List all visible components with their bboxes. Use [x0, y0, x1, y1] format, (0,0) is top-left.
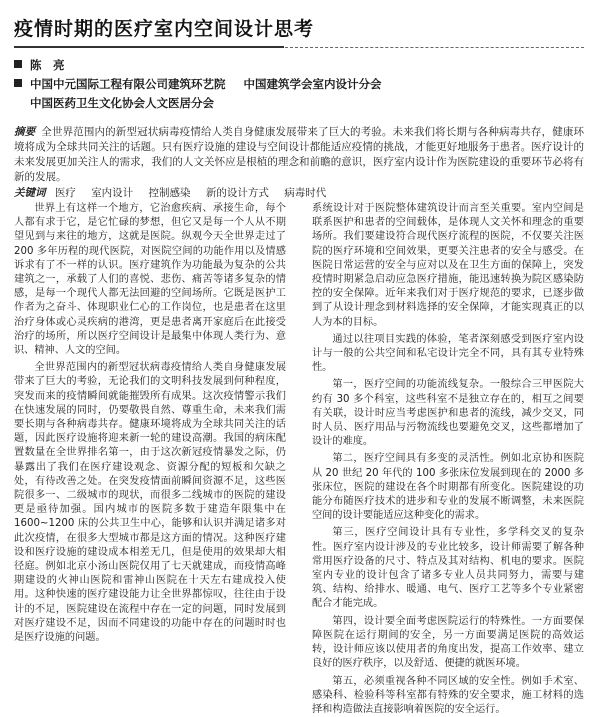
keyword: 新的设计方式: [206, 187, 269, 199]
author-row: [14, 56, 382, 75]
keywords: [14, 186, 584, 201]
body-column-left: [14, 202, 286, 677]
author-block: [14, 56, 382, 113]
title-divider-solid: [14, 46, 284, 48]
affiliation-1: 中国中元国际工程有限公司建筑环艺院: [30, 77, 226, 91]
paper-title: 疫情时期的医疗室内空间设计思考: [14, 14, 314, 41]
body-paragraph: 第二，医疗空间具有多变的灵活性。例如北京协和医院从 20 世纪 20 年代的 100 多张床位发展到现在的 2000 多张床位，医院的建设在各个时期都有所变化。医院建设的功能分布随医疗技术的进步和专业的发展不断调整，未来医院空间的设计要能适应这种变化的需求。: [312, 452, 584, 523]
author-name: 陈 亮: [30, 58, 65, 72]
body-paragraph: 系统设计对于医院整体建筑设计而言至关重要。室内空间是联系医护和患者的空间载体，是体现人文关怀和理念的重要场所。我们要建设符合现代医疗流程的医院，不仅要关注医院的医疗环境和空间效果，更要关注患者的安全与感受。在医院日常运营的安全与应对以及在卫生方面的保障上，突发疫情时期紧急启动应急医疗措施，能迅速转换为院区感染防控的安全保障。近年来我们对于医疗规范的要求，已逐步做到了从设计理念到材料选择的安全保障，才能实现真正的以人为本的目标。: [312, 202, 584, 330]
affiliation-row-2: [14, 94, 382, 113]
keywords-label: 关键词: [14, 187, 46, 199]
body-paragraph: 第三，医疗空间设计具有专业性，多学科交叉的复杂性。医疗室内设计涉及的专业比较多，设计师需要了解各种常用医疗设备的尺寸、特点及其对结构、机电的要求。医院室内专业的设计包含了诸多专业人员共同努力，需要与建筑、结构、给排水、暖通、电气、医疗工艺等多个专业紧密配合才能完成。: [312, 526, 584, 611]
keyword: 室内设计: [91, 187, 133, 199]
affiliation-row: [14, 75, 382, 94]
body-paragraph: 第四，设计要全面考虑医院运行的特殊性。一方面要保障医院在运行期间的安全，另一方面要满足医院的高效运转，设计师应该以使用者的角度出发，提高工作效率、建立良好的医疗秩序，以及舒适、便捷的就医环境。: [312, 615, 584, 672]
keyword: 控制感染: [149, 187, 191, 199]
affiliation-3: 中国医药卫生文化协会人文医居分会: [30, 96, 214, 110]
body-paragraph: 全世界范围内的新型冠状病毒疫情给人类自身健康发展带来了巨大的考验，无论我们的文明科技发展到何种程度，突发而来的疫情瞬间就能摧毁所有成果。这次疫情警示我们在快速发展的同时，仍要敬畏自然、尊重生命，未来我们需要长期与各种病毒共存。健康环境将成为全球共同关注的话题，因此医疗设施将迎来新一轮的建设高潮。我国的病床配置数量在全世界排名第一，由于这次新冠疫情暴发之际，仍暴露出了我们在医疗建设观念、资源分配的短板和欠缺之处，有待改善之处。在突发疫情面前瞬间资源不足，这些医院很多一、二级城市的现状，而很多二线城市的医院的建设更是亟待加强。国内城市的医院多数于建造年限集中在 1600~1200 床的公共卫生中心，能够和认识并满足诸多对此次疫情，在很多大型城市都是这方面的情况。这种医疗建设和医疗设施的建设成本相差无几，但是使用的效果却大相径庭。例如北京小汤山医院仅用了七天就建成，而疫情高峰期建设的火神山医院和雷神山医院在十天左右建成投入使用。这种快速的医疗建设能力让全世界都惊叹，往往由于设计的不足，医院建设在流程中存在一定的问题，同时发展到对医疗建设不足，因而不同建设的功能中存在的问题时时也是医疗设施的问题。: [14, 361, 286, 645]
abstract-block: [14, 125, 584, 201]
body-paragraph: 第五，必须重视各种不同区域的安全性。例如手术室、感染科、检验科等科室都有特殊的安全要求，施工材料的选择和构造做法直接影响着医院的安全运行。: [312, 675, 584, 717]
body-paragraph: 世界上有这样一个地方，它治愈疾病、承接生命，每个人都有求于它，是它忙碌的梦想，但它又是每一个人从不期望见到与来往的地方，这就是医院。纵观今天全世界走过了 200 多年历程的现代医院，对医院空间的功能作用以及情感诉求有了不一样的认识。医疗建筑作为功能最为复杂的公共建筑之一，承载了人们的喜悦、悲伤、痛苦等诸多复杂的情感，是每一个现代人都无法回避的空间场所。它既是医护工作者为之奋斗、体现职业仁心的工作岗位，也是患者在这里治疗身体或心灵疾病的港湾，更是患者离开家庭后在此接受治疗的场所，所以医疗空间设计是最集中体现人类行为、意识、精神、人文的空间。: [14, 202, 286, 358]
abstract-label: 摘要: [14, 126, 35, 138]
bullet-square-icon: [14, 79, 22, 87]
body-column-right: [312, 202, 584, 677]
abstract-text: 全世界范围内的新型冠状病毒疫情给人类自身健康发展带来了巨大的考验。未来我们将长期与各种病毒共存，健康环境将成为全球共同关注的话题。只有医疗设施的建设与空间设计都能适应疫情的挑战，才能更好地服务于患者。医疗设计的未来发展更加关注人的需求，我们的人文关怀应是根植的理念和前瞻的意识，医疗室内设计作为医院建设的重要环节必将有新的发展。: [14, 126, 584, 183]
body-paragraph: 通过以往项目实践的体验，笔者深刻感受到医疗室内设计与一般的公共空间和私宅设计完全不同，具有其专业特殊性。: [312, 333, 584, 376]
keyword: 病毒时代: [284, 187, 326, 199]
affiliation-2: 中国建筑学会室内设计分会: [244, 77, 382, 91]
body-paragraph: 第一，医疗空间的功能流线复杂。一般综合三甲医院大约有 30 多个科室，这些科室不是独立存在的，相互之间要有关联，设计时应当考虑医护和患者的流线，减少交叉，同时人员、医疗用品与污物流线也要避免交叉，这些都增加了设计的难度。: [312, 378, 584, 449]
keyword: 医疗: [55, 187, 76, 199]
bullet-square-icon: [14, 60, 22, 68]
abstract: [14, 125, 584, 185]
